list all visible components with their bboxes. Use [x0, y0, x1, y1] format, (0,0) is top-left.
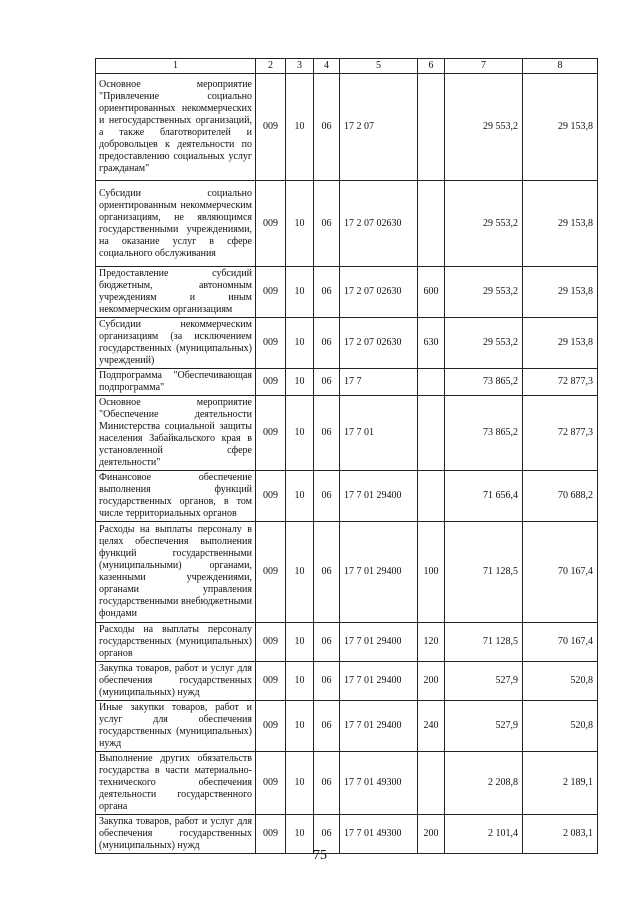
- subsection-code: 06: [314, 369, 340, 396]
- subsection-code: 06: [314, 181, 340, 267]
- amount-year-2: 2 189,1: [523, 752, 598, 815]
- section-code: 10: [286, 74, 314, 181]
- expense-type-code: [418, 752, 445, 815]
- table-row: [96, 701, 598, 752]
- column-header: 8: [523, 59, 598, 74]
- ministry-code: 009: [256, 471, 286, 522]
- amount-year-2: 72 877,3: [523, 396, 598, 471]
- subsection-code: 06: [314, 267, 340, 318]
- target-article-code: 17 7 01 49300: [340, 815, 418, 854]
- target-article-code: 17 7: [340, 369, 418, 396]
- section-code: 10: [286, 318, 314, 369]
- expense-type-code: 100: [418, 522, 445, 623]
- subsection-code: 06: [314, 701, 340, 752]
- table-body: [96, 74, 598, 854]
- subsection-code: 06: [314, 623, 340, 662]
- column-header: 6: [418, 59, 445, 74]
- target-article-code: 17 2 07: [340, 74, 418, 181]
- section-code: 10: [286, 815, 314, 854]
- expense-type-code: 200: [418, 662, 445, 701]
- section-code: 10: [286, 369, 314, 396]
- section-code: 10: [286, 623, 314, 662]
- subsection-code: 06: [314, 396, 340, 471]
- ministry-code: 009: [256, 318, 286, 369]
- amount-year-2: 520,8: [523, 701, 598, 752]
- row-description: Основное мероприятие "Привлечение социально ориентированных некоммерческих и негосударственных организаций, а также благотворителей и добровольцев к деятельности по предоставлению социальных услуг гражданам": [96, 74, 256, 181]
- amount-year-1: 73 865,2: [445, 369, 523, 396]
- row-description: Предоставление субсидий бюджетным, автономным учреждениям и иным некоммерческим организациям: [96, 267, 256, 318]
- table-row: [96, 396, 598, 471]
- ministry-code: 009: [256, 662, 286, 701]
- row-description: Иные закупки товаров, работ и услуг для обеспечения государственных (муниципальных) нужд: [96, 701, 256, 752]
- ministry-code: 009: [256, 369, 286, 396]
- ministry-code: 009: [256, 74, 286, 181]
- amount-year-1: 2 101,4: [445, 815, 523, 854]
- expense-type-code: 200: [418, 815, 445, 854]
- target-article-code: 17 7 01 29400: [340, 522, 418, 623]
- ministry-code: 009: [256, 623, 286, 662]
- section-code: 10: [286, 701, 314, 752]
- subsection-code: 06: [314, 318, 340, 369]
- column-header: 4: [314, 59, 340, 74]
- amount-year-2: 70 167,4: [523, 623, 598, 662]
- expense-type-code: 630: [418, 318, 445, 369]
- amount-year-2: 29 153,8: [523, 267, 598, 318]
- ministry-code: 009: [256, 815, 286, 854]
- target-article-code: 17 7 01 49300: [340, 752, 418, 815]
- amount-year-1: 29 553,2: [445, 181, 523, 267]
- budget-table: [95, 58, 598, 854]
- expense-type-code: 600: [418, 267, 445, 318]
- amount-year-2: 2 083,1: [523, 815, 598, 854]
- row-description: Закупка товаров, работ и услуг для обеспечения государственных (муниципальных) нужд: [96, 662, 256, 701]
- expense-type-code: [418, 369, 445, 396]
- target-article-code: 17 7 01 29400: [340, 662, 418, 701]
- amount-year-1: 71 128,5: [445, 623, 523, 662]
- table-header-row: [96, 59, 598, 74]
- subsection-code: 06: [314, 662, 340, 701]
- row-description: Финансовое обеспечение выполнения функций государственных органов, в том числе территориальных органов: [96, 471, 256, 522]
- target-article-code: 17 7 01: [340, 396, 418, 471]
- target-article-code: 17 7 01 29400: [340, 701, 418, 752]
- target-article-code: 17 2 07 02630: [340, 181, 418, 267]
- column-header: 2: [256, 59, 286, 74]
- target-article-code: 17 7 01 29400: [340, 471, 418, 522]
- amount-year-1: 29 553,2: [445, 267, 523, 318]
- section-code: 10: [286, 396, 314, 471]
- ministry-code: 009: [256, 396, 286, 471]
- amount-year-2: 72 877,3: [523, 369, 598, 396]
- amount-year-2: 29 153,8: [523, 74, 598, 181]
- expense-type-code: 120: [418, 623, 445, 662]
- table-row: [96, 662, 598, 701]
- section-code: 10: [286, 471, 314, 522]
- row-description: Расходы на выплаты персоналу в целях обеспечения выполнения функций государственными (муниципальными) органами, казенными учреждениями, органами управления государственными внебюджетными фондами: [96, 522, 256, 623]
- subsection-code: 06: [314, 752, 340, 815]
- row-description: Субсидии социально ориентированным некоммерческим организациям, не являющимся государственными учреждениями, на оказание услуг в сфере социального обслуживания: [96, 181, 256, 267]
- row-description: Закупка товаров, работ и услуг для обеспечения государственных (муниципальных) нужд: [96, 815, 256, 854]
- table-row: [96, 471, 598, 522]
- row-description: Основное мероприятие "Обеспечение деятельности Министерства социальной защиты населения Забайкальского края в установленной сфере деятельности": [96, 396, 256, 471]
- column-header: 1: [96, 59, 256, 74]
- amount-year-1: 71 656,4: [445, 471, 523, 522]
- page-number: 75: [313, 848, 327, 863]
- subsection-code: 06: [314, 815, 340, 854]
- table-row: [96, 318, 598, 369]
- amount-year-2: 70 167,4: [523, 522, 598, 623]
- expense-type-code: [418, 396, 445, 471]
- amount-year-1: 29 553,2: [445, 74, 523, 181]
- expense-type-code: [418, 74, 445, 181]
- amount-year-2: 70 688,2: [523, 471, 598, 522]
- table-row: [96, 522, 598, 623]
- expense-type-code: [418, 471, 445, 522]
- section-code: 10: [286, 522, 314, 623]
- amount-year-1: 73 865,2: [445, 396, 523, 471]
- target-article-code: 17 2 07 02630: [340, 267, 418, 318]
- amount-year-2: 29 153,8: [523, 318, 598, 369]
- table-row: [96, 267, 598, 318]
- target-article-code: 17 2 07 02630: [340, 318, 418, 369]
- subsection-code: 06: [314, 471, 340, 522]
- amount-year-2: 520,8: [523, 662, 598, 701]
- section-code: 10: [286, 662, 314, 701]
- table-row: [96, 752, 598, 815]
- row-description: Подпрограмма "Обеспечивающая подпрограмма": [96, 369, 256, 396]
- section-code: 10: [286, 267, 314, 318]
- amount-year-1: 71 128,5: [445, 522, 523, 623]
- ministry-code: 009: [256, 752, 286, 815]
- ministry-code: 009: [256, 267, 286, 318]
- target-article-code: 17 7 01 29400: [340, 623, 418, 662]
- section-code: 10: [286, 752, 314, 815]
- row-description: Выполнение других обязательств государства в части материально-технического обеспечения деятельности государственного органа: [96, 752, 256, 815]
- amount-year-2: 29 153,8: [523, 181, 598, 267]
- amount-year-1: 2 208,8: [445, 752, 523, 815]
- amount-year-1: 29 553,2: [445, 318, 523, 369]
- expense-type-code: 240: [418, 701, 445, 752]
- table-row: [96, 369, 598, 396]
- ministry-code: 009: [256, 701, 286, 752]
- ministry-code: 009: [256, 181, 286, 267]
- table-row: [96, 74, 598, 181]
- ministry-code: 009: [256, 522, 286, 623]
- expense-type-code: [418, 181, 445, 267]
- subsection-code: 06: [314, 74, 340, 181]
- amount-year-1: 527,9: [445, 701, 523, 752]
- column-header: 5: [340, 59, 418, 74]
- table-row: [96, 181, 598, 267]
- row-description: Субсидии некоммерческим организациям (за исключением государственных (муниципальных) учреждений): [96, 318, 256, 369]
- amount-year-1: 527,9: [445, 662, 523, 701]
- section-code: 10: [286, 181, 314, 267]
- column-header: 3: [286, 59, 314, 74]
- row-description: Расходы на выплаты персоналу государственных (муниципальных) органов: [96, 623, 256, 662]
- column-header: 7: [445, 59, 523, 74]
- table-row: [96, 623, 598, 662]
- subsection-code: 06: [314, 522, 340, 623]
